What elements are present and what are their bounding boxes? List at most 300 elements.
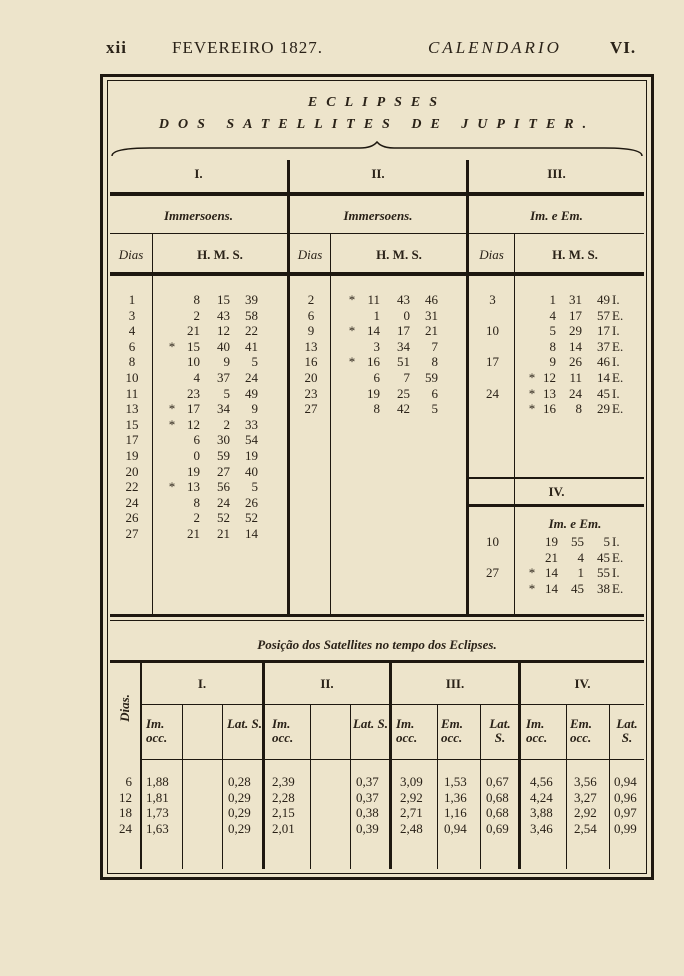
table-cell: 37 <box>217 369 230 385</box>
table-cell: 9 <box>251 401 258 417</box>
table-cell: 13 <box>125 401 139 417</box>
sat-iii-star-column <box>526 292 538 417</box>
sat-iii-lat-column <box>486 774 518 836</box>
table-cell: 0,29 <box>228 805 251 821</box>
sat-ii-im-column <box>272 774 308 836</box>
table-cell: 38 <box>597 580 610 596</box>
sat-iv-seconds-column <box>590 534 610 596</box>
table-cell: 21 <box>425 323 438 339</box>
hms-header: H. M. S. <box>376 247 422 262</box>
dias-header: Dias <box>118 247 144 262</box>
table-cell: 9 <box>549 354 556 370</box>
table-cell <box>166 308 178 324</box>
table-cell: 2,01 <box>272 820 295 836</box>
table-cell: 10 <box>486 534 499 549</box>
rule <box>469 477 644 479</box>
table-cell: * <box>528 580 536 596</box>
brace-ornament <box>110 140 644 160</box>
sat-i-lat-column <box>228 774 262 836</box>
table-cell: 2,92 <box>400 789 423 805</box>
table-cell: * <box>348 354 356 370</box>
table-cell: 59 <box>217 447 230 463</box>
table-cell <box>166 495 178 511</box>
table-cell: 33 <box>245 416 258 432</box>
table-cell: 17 <box>569 307 582 323</box>
table-cell: 17 <box>486 354 499 370</box>
table-cell: 3 <box>489 292 496 307</box>
table-cell <box>166 292 178 308</box>
sat-ii-hours-column <box>358 292 380 417</box>
table-cell: 41 <box>245 338 258 354</box>
sub-em-occ: Em. occ. <box>570 716 593 745</box>
sat-i-seconds-column <box>236 292 258 542</box>
table-cell: 16 <box>367 354 380 370</box>
table-cell <box>471 370 514 386</box>
sat-iii-minutes-column <box>562 292 582 417</box>
rule <box>110 660 644 663</box>
table-cell: 0,94 <box>444 820 467 836</box>
table-cell: 2 <box>223 416 230 432</box>
table-cell: 1,53 <box>444 774 467 789</box>
table-cell: 9 <box>223 354 230 370</box>
table-cell: 27 <box>304 401 318 417</box>
table-cell: 19 <box>367 385 380 401</box>
table-cell: E. <box>612 401 624 417</box>
table-cell: 9 <box>307 323 315 339</box>
table-cell: 1 <box>549 292 556 307</box>
table-cell: 22 <box>245 323 258 339</box>
table-cell: I. <box>612 292 620 307</box>
table-cell: 5 <box>223 385 230 401</box>
bottom-sat-iii-label: III. <box>445 676 465 691</box>
table-cell: 24 <box>245 369 258 385</box>
table-cell <box>526 339 538 355</box>
table-cell <box>166 432 178 448</box>
sat-iii-seconds-column <box>590 292 610 417</box>
column-divider <box>566 705 567 869</box>
table-cell: 1,63 <box>146 820 169 836</box>
sat-ii-star-column <box>346 292 358 417</box>
calendar-heading: CALENDARIO <box>428 38 562 57</box>
table-cell: 0,28 <box>228 774 251 789</box>
table-cell: 6 <box>128 338 136 354</box>
iv-im-em-label: Im. e Em. <box>548 516 602 531</box>
dias-header: Dias <box>479 247 504 262</box>
table-cell <box>166 323 178 339</box>
table-cell: 2,92 <box>574 805 597 821</box>
table-cell: 7 <box>431 338 438 354</box>
hms-header: H. M. S. <box>552 247 598 262</box>
table-cell <box>346 370 358 386</box>
rule <box>110 614 644 617</box>
table-cell <box>471 401 514 417</box>
table-cell: 14 <box>597 369 610 385</box>
table-cell: 6 <box>431 385 438 401</box>
table-cell <box>471 581 514 597</box>
table-cell: 23 <box>187 385 200 401</box>
sub-im-occ: Im. occ. <box>146 716 168 745</box>
sub-im-occ: Im. occ. <box>396 716 418 745</box>
table-cell: * <box>348 323 356 339</box>
table-cell: 14 <box>545 565 558 581</box>
table-cell: * <box>348 292 356 307</box>
table-cell: 0,37 <box>356 789 379 805</box>
table-cell: 21 <box>187 323 200 339</box>
table-cell: 5 <box>251 479 258 495</box>
sat-iv-lat-column <box>614 774 644 836</box>
table-cell: 16 <box>304 354 318 370</box>
table-cell: 34 <box>217 401 230 417</box>
table-cell: 3,88 <box>530 805 553 821</box>
table-cell: 52 <box>217 510 230 526</box>
table-cell: 46 <box>597 354 610 370</box>
table-cell: 0,38 <box>356 805 379 821</box>
table-cell: 58 <box>245 307 258 323</box>
table-cell: 0,29 <box>228 789 251 805</box>
table-title: ECLIPSES <box>307 95 447 110</box>
table-cell: 29 <box>597 401 610 417</box>
table-cell: 2 <box>193 307 200 323</box>
table-cell: 7 <box>403 369 410 385</box>
table-cell: 5 <box>549 323 556 339</box>
table-cell <box>526 534 538 550</box>
hms-header: H. M. S. <box>197 247 243 262</box>
table-cell <box>166 526 178 542</box>
table-cell: 42 <box>397 401 410 417</box>
column-divider <box>222 705 223 869</box>
column-divider <box>152 234 153 614</box>
table-cell: I. <box>612 565 620 581</box>
table-cell: 24 <box>125 494 139 510</box>
table-cell: 6 <box>307 307 315 323</box>
table-cell <box>526 550 538 566</box>
sub-lat-s: Lat. S. <box>352 716 388 731</box>
table-cell: 24 <box>217 494 230 510</box>
table-cell: 4 <box>128 323 136 339</box>
table-cell: I. <box>612 354 620 370</box>
table-cell: 16 <box>543 401 556 417</box>
sub-lat-s: Lat. S. <box>226 716 262 731</box>
sat-i-dias-column <box>112 292 152 542</box>
sat-ii-minutes-column <box>388 292 410 417</box>
table-cell: * <box>168 338 176 354</box>
table-cell: 8 <box>193 494 200 510</box>
table-cell: 21 <box>217 525 230 541</box>
table-cell: 0,67 <box>486 774 509 789</box>
table-cell: 40 <box>217 338 230 354</box>
table-cell <box>526 354 538 370</box>
table-cell: 20 <box>125 463 139 479</box>
column-divider <box>437 705 438 869</box>
table-cell: 40 <box>245 463 258 479</box>
bottom-sat-i-label: I. <box>197 676 207 691</box>
column-divider <box>514 234 515 614</box>
table-cell: 0,94 <box>614 774 637 789</box>
sat-iii-ie-column <box>612 292 632 417</box>
sat-iv-hours-column <box>538 534 558 596</box>
table-cell: 12 <box>543 369 556 385</box>
table-cell: 14 <box>545 580 558 596</box>
table-cell: 1,81 <box>146 789 169 805</box>
table-cell: 0,99 <box>614 820 637 836</box>
table-cell: 0 <box>193 447 200 463</box>
table-cell: 2,28 <box>272 789 295 805</box>
table-cell: 49 <box>597 292 610 307</box>
immersoens-label-i: Immersoens. <box>164 208 233 223</box>
table-cell: 13 <box>543 385 556 401</box>
table-cell: 12 <box>187 416 200 432</box>
table-cell: 15 <box>187 338 200 354</box>
position-table-title: Posição dos Satellites no tempo dos Eclipses. <box>257 637 497 652</box>
table-cell: 34 <box>397 338 410 354</box>
table-cell: 0,39 <box>356 820 379 836</box>
sub-im-occ: Im. occ. <box>526 716 548 745</box>
table-cell: 4 <box>549 307 556 323</box>
table-cell: 43 <box>217 307 230 323</box>
sat-ii-dias-column <box>292 292 330 417</box>
table-cell: 12 <box>119 789 132 805</box>
table-cell: 3,46 <box>530 820 553 836</box>
table-cell: 13 <box>304 338 318 354</box>
table-cell: 5 <box>251 354 258 370</box>
dias-rotated-header: Dias. <box>117 694 132 722</box>
satellite-iii-label: III. <box>547 166 566 181</box>
table-cell: 19 <box>125 447 139 463</box>
table-cell: 57 <box>597 307 610 323</box>
table-cell: 1,16 <box>444 805 467 821</box>
table-cell: 21 <box>545 549 558 565</box>
table-cell: 29 <box>569 323 582 339</box>
table-cell: 0 <box>403 307 410 323</box>
table-cell: 1,36 <box>444 789 467 805</box>
table-cell: * <box>168 401 176 417</box>
column-divider <box>466 160 469 614</box>
table-cell: 1,73 <box>146 805 169 821</box>
column-divider <box>350 705 351 869</box>
rule <box>110 233 644 234</box>
table-cell: 3 <box>373 338 380 354</box>
table-cell: 26 <box>125 510 139 526</box>
table-cell: 1 <box>128 292 136 307</box>
column-divider <box>140 663 142 869</box>
table-cell: 0,29 <box>228 820 251 836</box>
table-cell: 51 <box>397 354 410 370</box>
table-cell <box>166 354 178 370</box>
rule <box>110 272 644 276</box>
table-cell <box>166 464 178 480</box>
table-cell: 49 <box>245 385 258 401</box>
table-cell: 17 <box>125 432 139 448</box>
table-cell: * <box>528 565 536 581</box>
table-cell: 1 <box>373 307 380 323</box>
table-cell: 43 <box>397 292 410 307</box>
table-cell: I. <box>612 323 620 339</box>
table-cell: 4,56 <box>530 774 553 789</box>
table-cell: 26 <box>569 354 582 370</box>
bottom-dias-column <box>110 774 132 836</box>
table-cell: 3,56 <box>574 774 597 789</box>
table-cell: E. <box>612 549 624 565</box>
table-cell: * <box>168 479 176 495</box>
bottom-sat-ii-label: II. <box>320 676 334 691</box>
table-cell: 18 <box>119 805 132 821</box>
table-cell: E. <box>612 307 624 323</box>
table-cell: 0,96 <box>614 789 637 805</box>
table-cell: 45 <box>597 385 610 401</box>
table-cell <box>166 386 178 402</box>
table-cell: 10 <box>187 354 200 370</box>
column-divider <box>480 705 481 869</box>
table-cell: 11 <box>125 385 139 401</box>
table-cell: 3,27 <box>574 789 597 805</box>
sat-iv-im-column <box>530 774 566 836</box>
satellite-ii-label: II. <box>371 166 385 181</box>
table-cell <box>471 308 514 324</box>
table-cell <box>526 292 538 308</box>
sat-ii-seconds-column <box>416 292 438 417</box>
column-divider <box>262 663 265 869</box>
sub-lat-s: Lat. S. <box>616 716 638 745</box>
table-cell: 55 <box>597 565 610 581</box>
table-cell: 0,97 <box>614 805 637 821</box>
column-divider <box>330 234 331 614</box>
table-cell: 31 <box>569 292 582 307</box>
table-cell: 0,68 <box>486 789 509 805</box>
table-cell: 54 <box>245 432 258 448</box>
table-cell: 6 <box>193 432 200 448</box>
table-cell: 37 <box>597 338 610 354</box>
table-cell <box>526 308 538 324</box>
table-cell: 12 <box>217 323 230 339</box>
table-cell <box>346 308 358 324</box>
table-cell: 30 <box>217 432 230 448</box>
table-cell: 26 <box>245 494 258 510</box>
table-cell: 19 <box>187 463 200 479</box>
table-cell: 0,69 <box>486 820 509 836</box>
table-cell: 6 <box>373 369 380 385</box>
table-cell: 15 <box>125 416 139 432</box>
sat-iv-minutes-column <box>564 534 584 596</box>
table-cell: 4,24 <box>530 789 553 805</box>
table-cell: 8 <box>431 354 438 370</box>
dias-header: Dias <box>297 247 323 262</box>
sub-im-occ: Im. occ. <box>272 716 294 745</box>
column-divider <box>287 160 290 614</box>
table-cell: 8 <box>128 354 136 370</box>
table-cell: 8 <box>549 338 556 354</box>
sat-i-im-column <box>146 774 182 836</box>
table-cell: 10 <box>486 323 499 339</box>
table-cell <box>346 339 358 355</box>
table-cell: 6 <box>125 774 132 789</box>
table-cell: 1,88 <box>146 774 169 789</box>
table-cell: 8 <box>193 292 200 307</box>
sub-em-occ: Em. occ. <box>441 716 464 745</box>
table-cell: 24 <box>119 820 132 836</box>
sat-i-star-column <box>166 292 178 542</box>
table-cell: 39 <box>245 292 258 307</box>
table-cell: 22 <box>125 479 139 495</box>
table-cell: * <box>528 369 536 385</box>
table-cell: 19 <box>245 447 258 463</box>
column-divider <box>518 663 521 869</box>
sat-iii-im-column <box>400 774 436 836</box>
sub-lat-s: Lat. S. <box>489 716 511 745</box>
table-cell: 55 <box>571 534 584 549</box>
satellite-i-label: I. <box>194 166 203 181</box>
table-cell: 5 <box>431 401 438 417</box>
table-cell: 5 <box>603 534 610 549</box>
table-cell: 25 <box>397 385 410 401</box>
table-cell: 14 <box>569 338 582 354</box>
table-cell: 2 <box>193 510 200 526</box>
table-cell: 14 <box>367 323 380 339</box>
table-cell: 45 <box>597 549 610 565</box>
table-cell <box>471 339 514 355</box>
table-cell: 24 <box>569 385 582 401</box>
table-cell: I. <box>612 385 620 401</box>
table-cell: 8 <box>373 401 380 417</box>
immersoens-label-ii: Immersoens. <box>343 208 413 223</box>
table-subtitle: DOS SATELLITES DE JUPITER. <box>158 117 596 132</box>
table-cell: 17 <box>397 323 410 339</box>
satellite-iv-label: IV. <box>548 484 565 499</box>
table-cell: I. <box>612 534 620 549</box>
table-cell: 27 <box>125 525 139 541</box>
table-cell <box>471 550 514 566</box>
table-cell: 4 <box>193 369 200 385</box>
table-cell: 31 <box>425 307 438 323</box>
table-cell: 56 <box>217 479 230 495</box>
table-cell: 59 <box>425 369 438 385</box>
table-cell: 0,37 <box>356 774 379 789</box>
section-number: VI. <box>610 38 637 57</box>
sat-iv-dias-column <box>471 534 514 596</box>
table-cell <box>166 510 178 526</box>
sat-i-minutes-column <box>208 292 230 542</box>
month-heading: FEVEREIRO 1827. <box>172 38 323 57</box>
column-divider <box>182 705 183 869</box>
column-divider <box>389 663 392 869</box>
table-cell: 2 <box>307 292 315 307</box>
table-cell: 2,54 <box>574 820 597 836</box>
table-cell: 20 <box>304 369 318 385</box>
table-cell <box>346 386 358 402</box>
table-cell: 17 <box>187 401 200 417</box>
table-cell: E. <box>612 369 624 385</box>
table-cell <box>346 401 358 417</box>
sat-ii-lat-column <box>356 774 388 836</box>
table-cell: 3 <box>128 307 136 323</box>
table-cell: 52 <box>245 510 258 526</box>
table-cell: E. <box>612 338 624 354</box>
table-cell: 0,68 <box>486 805 509 821</box>
sat-iii-hours-column <box>538 292 556 417</box>
sat-iv-ie-column <box>612 534 632 596</box>
rule <box>140 759 644 760</box>
rule <box>140 704 644 705</box>
page-number: xii <box>106 38 127 57</box>
table-cell: * <box>168 416 176 432</box>
column-divider <box>609 705 610 869</box>
table-cell: 27 <box>217 463 230 479</box>
table-cell: 15 <box>217 292 230 307</box>
bottom-sat-iv-label: IV. <box>574 676 591 691</box>
table-cell: 2,71 <box>400 805 423 821</box>
table-cell <box>166 448 178 464</box>
sat-iii-em-column <box>444 774 480 836</box>
table-cell: 21 <box>187 525 200 541</box>
